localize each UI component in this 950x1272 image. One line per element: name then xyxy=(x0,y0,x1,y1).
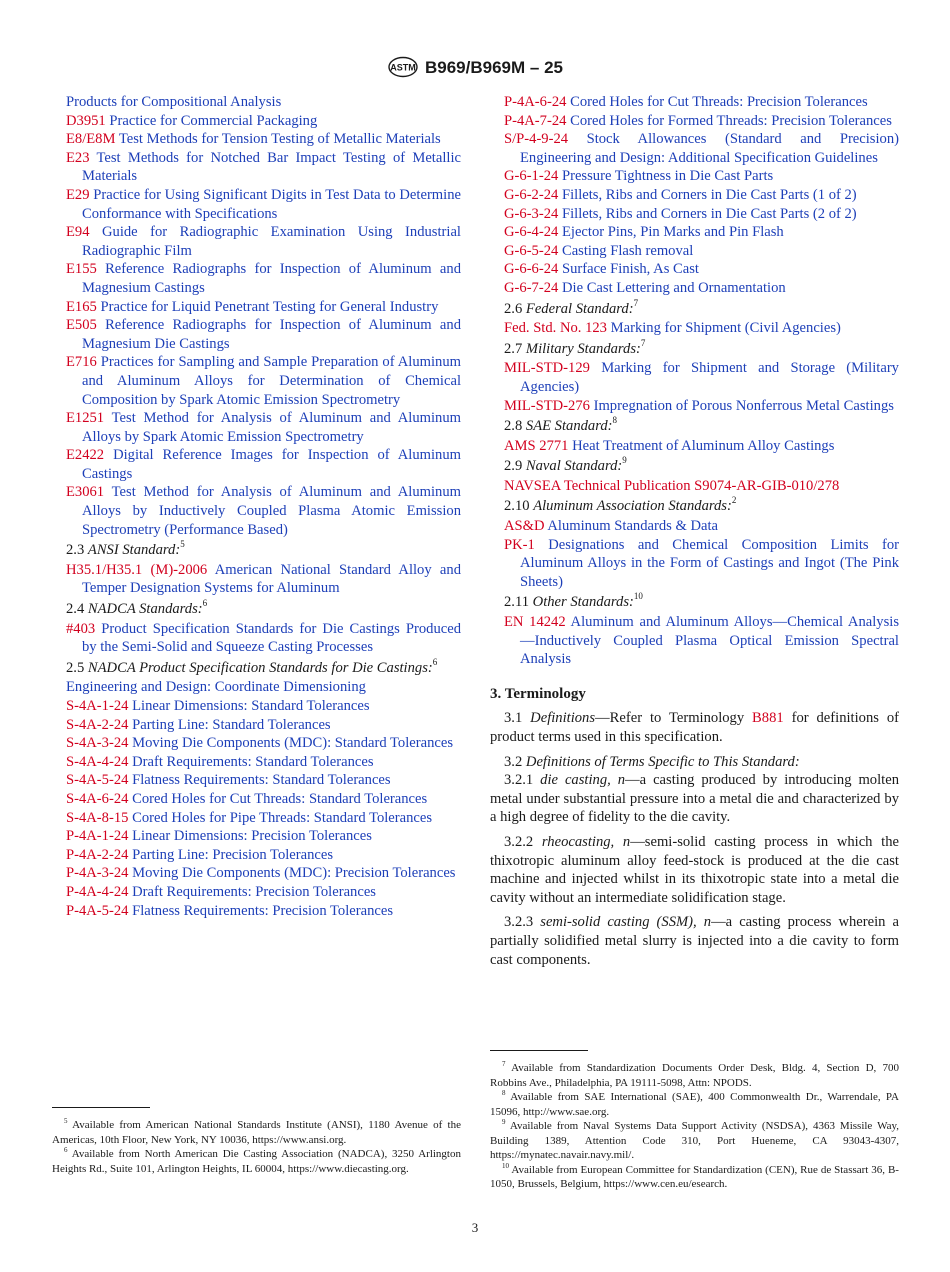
reference-item[interactable] xyxy=(504,536,899,592)
section-2-6: 2.6 Federal Standard:$^7$ xyxy=(504,297,639,317)
reference-title[interactable]: Engineering and Design: Coordinate Dimensioning xyxy=(66,679,366,696)
reference-code[interactable]: S-4A-1-24 xyxy=(66,698,129,714)
reference-title[interactable]: Stock Allowances (Standard and Precision) Engineering and Design: Additional Specification Guidelines xyxy=(520,131,899,166)
reference-item[interactable] xyxy=(66,771,461,790)
reference-item[interactable]: Fed. Std. No. 123 Marking for Shipment (Civil Agencies) xyxy=(504,320,841,337)
reference-code[interactable]: E23 xyxy=(66,149,90,166)
reference-code[interactable]: G-6-6-24 xyxy=(504,261,559,278)
footnote xyxy=(490,1090,899,1119)
reference-title[interactable]: Moving Die Components (MDC): Standard Tolerances xyxy=(132,735,454,752)
reference-code[interactable]: E2422 xyxy=(66,447,105,464)
reference-title[interactable]: Fillets, Ribs and Corners in Die Cast Parts (2 of 2) xyxy=(561,205,857,222)
reference-item[interactable] xyxy=(66,112,461,131)
reference-code[interactable]: E165 xyxy=(66,298,97,315)
footnote-number: 10 xyxy=(502,1161,509,1170)
reference-item[interactable] xyxy=(66,93,461,112)
reference-title[interactable]: Fillets, Ribs and Corners in Die Cast Parts (1 of 2) xyxy=(561,186,857,203)
section-2-8: 2.8 SAE Standard:$^8$ xyxy=(504,415,618,435)
reference-title[interactable]: Ejector Pins, Pin Marks and Pin Flash xyxy=(561,224,784,241)
reference-title[interactable]: Cored Holes for Formed Threads: Precision Tolerances xyxy=(570,112,892,129)
reference-code[interactable]: G-6-5-24 xyxy=(504,242,559,259)
reference-item[interactable]: #403 Product Specification Standards for Die Castings Produced by the Semi-Solid and Squeeze Casting Processes xyxy=(66,620,461,656)
reference-title[interactable]: Pressure Tightness in Die Cast Parts xyxy=(561,168,774,185)
reference-item[interactable] xyxy=(504,205,899,224)
reference-code[interactable]: S-4A-4-24 xyxy=(66,753,129,770)
reference-item[interactable] xyxy=(66,260,461,297)
section-2-3: 2.3 ANSI Standard:$^5$ xyxy=(66,539,185,559)
reference-title[interactable]: Practice for Commercial Packaging xyxy=(109,112,318,129)
reference-item[interactable] xyxy=(504,223,899,242)
section-2-4: 2.4 NADCA Standards:$^6$ xyxy=(66,598,208,618)
page-number: 3 xyxy=(471,1220,479,1235)
reference-code[interactable]: E29 xyxy=(66,186,90,203)
footnote-text: Available from Standardization Documents Order Desk, Bldg. 4, Section D, 700 Robbins Ave., Philadelphia, PA 19111-5098, Attn: NPODS. xyxy=(490,1062,899,1089)
reference-item[interactable] xyxy=(504,359,899,396)
footnote-rule xyxy=(52,1107,150,1108)
reference-item[interactable]: AMS 2771 Heat Treatment of Aluminum Alloy Castings xyxy=(504,437,835,454)
reference-item[interactable] xyxy=(66,149,461,186)
reference-item[interactable] xyxy=(66,827,461,846)
reference-code[interactable]: P-4A-4-24 xyxy=(66,883,129,900)
reference-title[interactable]: Test Methods for Tension Testing of Metallic Materials xyxy=(118,131,441,148)
reference-code[interactable]: E155 xyxy=(66,261,97,278)
footnote-number: 5 xyxy=(64,1117,68,1125)
reference-item[interactable] xyxy=(504,517,899,536)
section-2-10: 2.10 Aluminum Association Standards:$^2$ xyxy=(504,495,737,515)
reference-item[interactable] xyxy=(66,316,461,353)
reference-title[interactable]: Test Method for Analysis of Aluminum and Aluminum Alloys by Inductively Coupled Plasma Atomic Emission Spectrometry (Performance Based) xyxy=(82,484,462,538)
section-2-7: 2.7 Military Standards:$^7$ xyxy=(504,337,646,357)
section-2-11: 2.11 Other Standards:$^{10}$ xyxy=(504,591,643,611)
reference-code[interactable]: G-6-1-24 xyxy=(504,168,559,185)
section-2-5: 2.5 NADCA Product Specification Standards for Die Castings:$^6$ xyxy=(66,656,438,676)
reference-item[interactable] xyxy=(66,223,461,260)
footnote xyxy=(490,1061,899,1090)
reference-title[interactable]: Parting Line: Standard Tolerances xyxy=(132,716,331,733)
reference-item[interactable] xyxy=(66,678,461,697)
reference-code[interactable]: G-6-4-24 xyxy=(504,224,559,241)
reference-code[interactable]: P-4A-6-24 xyxy=(504,94,567,110)
reference-title[interactable]: Casting Flash removal xyxy=(561,242,694,259)
footnotes-right xyxy=(490,1061,899,1192)
reference-item[interactable] xyxy=(66,846,461,865)
reference-code[interactable]: P-4A-3-24 xyxy=(66,865,129,882)
paragraph-3-2-1: 3.2.1 die casting, n—a casting produced by introducing molten metal under substantial pressure into a metal die and characterized by a high degree of fidelity to the die cavity. xyxy=(490,772,899,826)
terminology-heading: 3. Terminology xyxy=(490,685,586,702)
footnote-text: Available from SAE International (SAE), 400 Commonwealth Dr., Warrendale, PA 15096, http://www.sae.org. xyxy=(490,1091,899,1118)
reference-code[interactable]: P-4A-7-24 xyxy=(504,112,567,129)
reference-item[interactable] xyxy=(66,483,461,539)
svg-text:ASTM: ASTM xyxy=(390,62,416,73)
footnote-text: Available from North American Die Casting Association (NADCA), 3250 Arlington Heights Rd., Suite 101, Arlington Heights, IL 60004, https://www.diecasting.org. xyxy=(52,1148,461,1175)
reference-item[interactable] xyxy=(504,242,899,261)
reference-title[interactable]: Draft Requirements: Precision Tolerances xyxy=(132,883,376,900)
reference-code[interactable]: S-4A-8-15 xyxy=(66,809,129,826)
paragraph-3-2-2: 3.2.2 rheocasting, n—semi-solid casting process in which the thixotropic aluminum alloy feed-stock is produced at the die cast machine and injected whilst in its thixotropic state into a metal die cavity without an intermediate solidification stage. xyxy=(490,833,900,906)
reference-title[interactable]: Moving Die Components (MDC): Precision Tolerances xyxy=(132,865,456,882)
reference-title[interactable]: Flatness Requirements: Standard Tolerances xyxy=(132,772,391,789)
reference-code[interactable]: P-4A-5-24 xyxy=(66,902,129,919)
reference-title[interactable]: Aluminum Standards & Data xyxy=(547,518,719,535)
reference-title[interactable]: Surface Finish, As Cast xyxy=(561,261,699,278)
reference-code[interactable]: E94 xyxy=(66,224,90,241)
reference-item[interactable] xyxy=(504,397,899,416)
reference-item[interactable] xyxy=(66,697,461,716)
footnote xyxy=(52,1118,461,1147)
footnote xyxy=(490,1163,899,1192)
reference-item[interactable] xyxy=(66,409,461,446)
reference-code[interactable]: P-4A-1-24 xyxy=(66,828,129,845)
footnote-text: Available from European Committee for Standardization (CEN), Rue de Stassart 36, B-1050, Brussels, Belgium, https://www.cen.eu/esearch. xyxy=(490,1163,899,1190)
designation: B969/B969M – 25 xyxy=(425,58,563,77)
footnote xyxy=(490,1119,899,1163)
reference-code[interactable]: G-6-2-24 xyxy=(504,186,559,203)
reference-item[interactable] xyxy=(66,734,461,753)
reference-title[interactable]: Test Method for Analysis of Aluminum and Aluminum Alloys by Spark Atomic Emission Spectrometry xyxy=(82,410,462,445)
reference-item[interactable] xyxy=(66,809,461,828)
reference-item[interactable] xyxy=(66,902,461,921)
reference-title[interactable]: Marking for Shipment and Storage (Military Agencies) xyxy=(520,360,899,395)
footnote-number: 6 xyxy=(64,1146,68,1154)
reference-title[interactable]: Cored Holes for Cut Threads: Standard Tolerances xyxy=(132,790,428,807)
reference-code[interactable]: E1251 xyxy=(66,410,105,427)
reference-title[interactable]: Flatness Requirements: Precision Tolerances xyxy=(132,902,394,919)
reference-title[interactable]: Draft Requirements: Standard Tolerances xyxy=(132,753,374,770)
reference-code[interactable]: S-4A-3-24 xyxy=(66,735,129,752)
reference-title[interactable]: Practices for Sampling and Sample Preparation of Aluminum and Aluminum Alloys for Determination of Chemical Composition by Spark Atomic Emission Spectrometry xyxy=(82,354,461,408)
footnote-text: Available from American National Standards Institute (ANSI), 1180 Avenue of the Americas, 10th Floor, New York, NY 10036, https://www.ansi.org. xyxy=(52,1119,461,1146)
reference-item[interactable] xyxy=(504,260,899,279)
reference-item[interactable] xyxy=(66,186,461,223)
reference-title[interactable]: Impregnation of Porous Nonferrous Metal Castings xyxy=(593,397,894,414)
document-header xyxy=(0,56,950,78)
reference-item[interactable] xyxy=(504,186,899,205)
reference-code[interactable]: G-6-7-24 xyxy=(504,279,559,296)
reference-title[interactable]: Reference Radiographs for Inspection of Aluminum and Magnesium Die Castings xyxy=(82,317,461,352)
footnote-number: 8 xyxy=(502,1089,506,1097)
reference-code[interactable]: E505 xyxy=(66,317,97,334)
astm-logo-icon xyxy=(387,56,419,78)
reference-code[interactable]: E8/E8M xyxy=(66,131,116,148)
reference-code[interactable]: P-4A-2-24 xyxy=(66,846,129,863)
reference-item[interactable] xyxy=(504,130,899,167)
reference-item[interactable]: H35.1/H35.1 (M)-2006 American National Standard Alloy and Temper Designation Systems for Aluminum xyxy=(66,561,462,597)
reference-code[interactable]: E3061 xyxy=(66,484,105,501)
reference-code[interactable]: S-4A-5-24 xyxy=(66,772,129,789)
footnotes-left xyxy=(52,1118,461,1176)
left-column xyxy=(52,93,461,920)
reference-item[interactable] xyxy=(504,93,899,112)
reference-title[interactable]: Die Cast Lettering and Ornamentation xyxy=(561,279,786,296)
reference-title[interactable]: Cored Holes for Cut Threads: Precision Tolerances xyxy=(570,94,868,110)
reference-code[interactable]: MIL-STD-129 xyxy=(504,360,590,377)
reference-title[interactable]: Test Methods for Notched Bar Impact Testing of Metallic Materials xyxy=(82,149,461,185)
paragraph-3-2: 3.2 Definitions of Terms Specific to This Standard: xyxy=(504,753,800,770)
reference-title[interactable]: Practice for Liquid Penetrant Testing for General Industry xyxy=(100,298,439,315)
reference-item[interactable] xyxy=(66,864,461,883)
footnote-number: 9 xyxy=(502,1118,506,1126)
footnote-text: Available from Naval Systems Data Support Activity (NSDSA), 4363 Missile Way, Building 1389, Attention Code 310, Port Hueneme, CA 93043-4307, https://mynatec.navair.navy.mil/. xyxy=(490,1120,899,1161)
reference-item[interactable] xyxy=(66,716,461,735)
reference-code[interactable]: S/P-4-9-24 xyxy=(504,131,569,148)
reference-title[interactable]: Digital Reference Images for Inspection of Aluminum Castings xyxy=(82,447,461,482)
reference-title[interactable]: Products for Compositional Analysis xyxy=(66,94,282,110)
footnote-rule xyxy=(490,1050,588,1051)
reference-code[interactable]: S-4A-6-24 xyxy=(66,790,129,807)
reference-item[interactable] xyxy=(66,353,461,409)
reference-title[interactable]: Cored Holes for Pipe Threads: Standard Tolerances xyxy=(132,809,433,826)
reference-item[interactable]: NAVSEA Technical Publication S9074-AR-GIB-010/278 xyxy=(504,477,840,494)
section-2-9: 2.9 Naval Standard:$^9$ xyxy=(504,455,627,475)
reference-item[interactable] xyxy=(504,279,899,298)
reference-item[interactable] xyxy=(66,883,461,902)
reference-title[interactable]: Reference Radiographs for Inspection of Aluminum and Magnesium Castings xyxy=(82,261,461,296)
reference-code[interactable]: AS&D xyxy=(504,518,545,535)
paragraph-3-2-3: 3.2.3 semi-solid casting (SSM), n—a casting process wherein a partially solidified metal slurry is injected into a die cavity to form cast components. xyxy=(490,914,900,968)
reference-code[interactable]: MIL-STD-276 xyxy=(504,397,590,414)
reference-title[interactable]: Guide for Radiographic Examination Using Industrial Radiographic Film xyxy=(82,224,461,259)
reference-item[interactable] xyxy=(66,446,461,483)
reference-title[interactable]: Linear Dimensions: Precision Tolerances xyxy=(132,828,372,845)
reference-item[interactable]: EN 14242 Aluminum and Aluminum Alloys—Chemical Analysis—Inductively Coupled Plasma Optical Emission Spectral Analysis xyxy=(504,614,900,668)
reference-code[interactable]: PK-1 xyxy=(504,536,535,553)
paragraph-3-1: 3.1 Definitions—Refer to Terminology B881 for definitions of product terms used in this specification. xyxy=(490,710,899,745)
reference-title[interactable]: Practice for Using Significant Digits in Test Data to Determine Conformance with Specifications xyxy=(82,186,461,222)
b881-link[interactable]: B881 xyxy=(752,710,784,727)
footnote-number: 7 xyxy=(502,1060,506,1068)
reference-code[interactable]: S-4A-2-24 xyxy=(66,716,129,733)
reference-code[interactable]: E716 xyxy=(66,354,97,371)
reference-title[interactable]: Parting Line: Precision Tolerances xyxy=(132,846,334,863)
reference-title[interactable]: Designations and Chemical Composition Limits for Aluminum Alloys in the Form of Castings and Ingot (The Pink Sheets) xyxy=(520,536,899,590)
reference-item[interactable] xyxy=(66,298,461,317)
footnote xyxy=(52,1147,461,1176)
reference-item[interactable] xyxy=(66,790,461,809)
reference-item[interactable] xyxy=(504,112,899,131)
right-column xyxy=(490,93,899,975)
reference-item[interactable] xyxy=(66,753,461,772)
reference-item[interactable] xyxy=(504,167,899,186)
reference-code[interactable]: G-6-3-24 xyxy=(504,205,559,222)
reference-code[interactable]: D3951 xyxy=(66,112,106,129)
reference-title[interactable]: Linear Dimensions: Standard Tolerances xyxy=(132,698,370,714)
reference-item[interactable] xyxy=(66,130,461,149)
